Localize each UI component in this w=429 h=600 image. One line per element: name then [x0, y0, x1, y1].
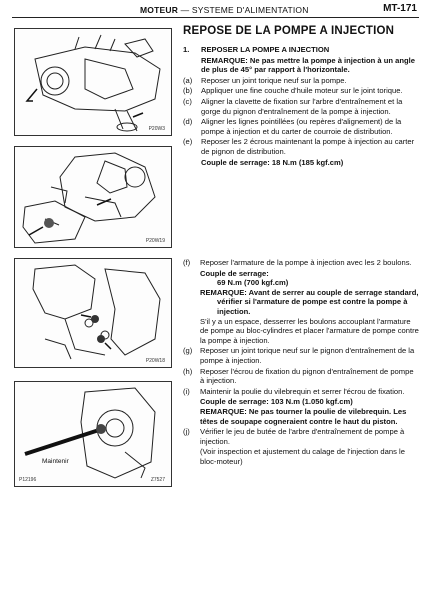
upper-instructions — [183, 45, 419, 168]
item-d: (d) Aligner les lignes pointillées (ou repères d'alignement) de la pompe à injection et du carter de courroie de distribution. — [183, 117, 402, 136]
remark-f: REMARQUE: Avant de serrer au couple de serrage standard, vérifier si l'armature de pompe est contre la pompe à injection. — [200, 287, 419, 316]
figure-code: P20W3 — [148, 126, 165, 132]
figure-code: P20W19 — [145, 238, 165, 244]
torque-i: Couple de serrage: 103 N.m (1.050 kgf.cm) — [200, 397, 353, 407]
step-heading: 1. REPOSER LA POMPE A INJECTION — [183, 45, 330, 54]
item-b: (b) Appliquer une fine couche d'huile moteur sur le joint torique. — [183, 86, 403, 96]
torque-f-value: 69 N.m (700 kgf.cm) — [217, 278, 289, 288]
section-title: MOTEUR — SYSTEME D'ALIMENTATION — [140, 5, 309, 15]
pump-illustration — [15, 29, 171, 135]
item-j: (j) Vérifier le jeu de butée de l'arbre d'entraînement de pompe à injection. — [183, 427, 405, 446]
item-c: (c) Aligner la clavette de fixation sur l'arbre d'entraînement et la gorge du pignon d'entraînement de la pompe à injection. — [183, 96, 403, 116]
figure-code: P20W18 — [145, 358, 165, 364]
page-header — [0, 0, 429, 20]
figure-code-right: Z7527 — [150, 477, 165, 483]
item-e: (e) Reposer les 2 écrous maintenant la pompe à injection au carter de pignon de distribution. — [183, 137, 415, 156]
figure-hold-pulley — [14, 381, 172, 487]
page-title: REPOSE DE LA POMPE A INJECTION — [183, 25, 395, 37]
figure-label-maintenir: Maintenir — [42, 458, 69, 465]
stay-illustration — [15, 259, 171, 367]
item-h: (h) Reposer l'écrou de fixation du pignon d'entraînement de pompe à injection. — [183, 366, 414, 386]
torque-e: Couple de serrage: 18 N.m (185 kgf.cm) — [201, 157, 344, 167]
pulley-illustration — [15, 382, 171, 486]
alignment-illustration — [15, 147, 171, 247]
figure-pump-oring — [14, 28, 172, 136]
header-rule — [12, 17, 419, 18]
figure-code-left: P12196 — [19, 477, 37, 483]
step-remark: REMARQUE: Ne pas mettre la pompe à injection à un angle de plus de 45° par rapport à l'horizontale. — [201, 55, 415, 75]
item-a: (a) Reposer un joint torique neuf sur la pompe. — [183, 75, 347, 85]
figure-alignment-marks — [14, 146, 172, 248]
item-g: (g) Reposer un joint torique neuf sur le pignon d'entraînement de la pompe à injection. — [183, 346, 415, 365]
item-f: (f) Reposer l'armature de la pompe à injection avec les 2 boulons. — [183, 258, 412, 267]
note-f: S'il y a un espace, desserrer les boulons accouplant l'armature de pompe au bloc-cylindres et placer l'armature de pompe contre la pompe à injection. — [200, 316, 419, 345]
item-i: (i) Maintenir la poulie du vilebrequin et serrer l'écrou de fixation. — [183, 386, 405, 396]
lower-instructions — [183, 258, 419, 466]
remark-i: REMARQUE: Ne pas tourner la poulie de vilebrequin. Les têtes de soupape cogneraient contre le haut du piston. — [200, 406, 407, 426]
figure-pump-stay — [14, 258, 172, 368]
torque-f-label: Couple de serrage: — [200, 268, 269, 278]
note-j: (Voir inspection et ajustement du calage de l'injection dans le bloc-moteur) — [200, 447, 405, 466]
page-number: MT-171 — [383, 3, 417, 14]
